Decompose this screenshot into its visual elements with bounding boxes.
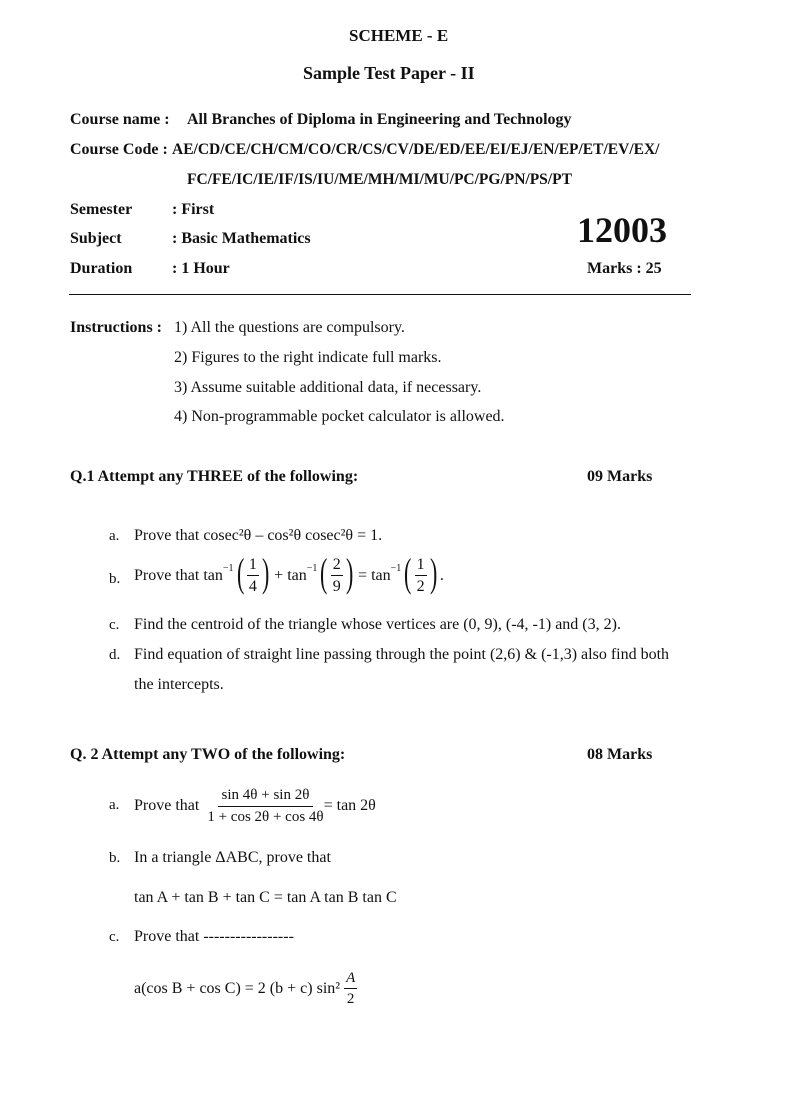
duration-value: : 1 Hour	[172, 260, 230, 277]
q2c-equation-text: a(cos B + cos C) = 2 (b + c) sin²	[134, 980, 341, 997]
inverse-sup: −1	[390, 562, 402, 574]
q2a-prefix: Prove that	[134, 797, 200, 814]
q2-marks: 08 Marks	[587, 746, 653, 763]
q2c-equation	[134, 966, 357, 1012]
right-paren: )	[429, 550, 437, 595]
q1b-label: b.	[109, 571, 121, 587]
q1d-label: d.	[109, 647, 121, 663]
left-paren: (	[236, 550, 244, 595]
instruction-item: 1) All the questions are compulsory.	[174, 319, 405, 336]
subject-label: Subject	[70, 230, 122, 247]
header-divider	[69, 294, 691, 295]
inverse-sup: −1	[306, 562, 318, 574]
q1a-label: a.	[109, 528, 120, 544]
q1c-text: Find the centroid of the triangle whose vertices are (0, 9), (-4, -1) and (3, 2).	[134, 616, 621, 633]
instruction-item: 2) Figures to the right indicate full marks.	[174, 349, 442, 366]
course-code-label: Course Code :	[70, 141, 168, 158]
right-paren: )	[261, 550, 270, 595]
q1-marks: 09 Marks	[587, 468, 653, 485]
total-marks: Marks : 25	[587, 260, 662, 277]
fraction	[247, 557, 259, 595]
subject-code: 12003	[577, 210, 667, 250]
semester-value: : First	[172, 201, 215, 218]
q1b-end: .	[439, 567, 444, 584]
q1b-prefix: Prove that tan	[134, 567, 223, 584]
fraction	[415, 557, 427, 595]
fraction	[207, 788, 323, 825]
q2a-rhs: = tan 2θ	[323, 797, 376, 814]
q1c-label: c.	[109, 617, 120, 633]
q2b-equation: tan A + tan B + tan C = tan A tan B tan C	[134, 889, 397, 906]
fraction	[344, 971, 357, 1007]
q2a-label: a.	[109, 797, 120, 813]
fraction-den: 9	[332, 578, 341, 595]
q2c-label: c.	[109, 929, 120, 945]
course-code-line1: AE/CD/CE/CH/CM/CO/CR/CS/CV/DE/ED/EE/EI/EJ/EN/EP/ET/EV/EX/	[172, 141, 660, 158]
fraction-num: 1	[415, 557, 427, 576]
instructions-label: Instructions :	[70, 319, 163, 336]
scheme-heading: SCHEME - E	[349, 26, 449, 45]
q1d-text-line1: Find equation of straight line passing through the point (2,6) & (-1,3) also find both	[134, 646, 670, 663]
left-paren: (	[404, 550, 412, 595]
q1b-equals: = tan	[358, 567, 391, 584]
fraction-num: sin 4θ + sin 2θ	[218, 788, 314, 807]
paper-title: Sample Test Paper - II	[303, 63, 475, 83]
course-code-line2: FC/FE/IC/IE/IF/IS/IU/ME/MH/MI/MU/PC/PG/PN/PS/PT	[187, 171, 572, 188]
fraction-num: 1	[247, 557, 259, 576]
q2a-expression	[134, 783, 376, 829]
fraction-den: 1 + cos 2θ + cos 4θ	[207, 808, 324, 825]
q2c-text: Prove that -----------------	[134, 928, 294, 945]
semester-label: Semester	[70, 201, 133, 218]
course-name-value: All Branches of Diploma in Engineering and Technology	[187, 111, 572, 128]
q2-heading: Q. 2 Attempt any TWO of the following:	[70, 746, 346, 763]
q2b-text: In a triangle ΔABC, prove that	[134, 849, 331, 866]
right-paren: )	[345, 550, 354, 595]
instruction-item: 4) Non-programmable pocket calculator is allowed.	[174, 408, 505, 425]
q1-heading: Q.1 Attempt any THREE of the following:	[70, 468, 359, 485]
q2b-label: b.	[109, 850, 121, 866]
duration-label: Duration	[70, 260, 133, 277]
fraction-den: 2	[346, 991, 355, 1007]
q1b-expression	[134, 552, 444, 600]
fraction-num: 2	[331, 557, 343, 576]
course-name-label: Course name :	[70, 111, 170, 128]
fraction-num: A	[344, 971, 357, 989]
inverse-sup: −1	[222, 562, 234, 574]
left-paren: (	[320, 550, 328, 595]
fraction-den: 2	[416, 578, 425, 595]
q1d-text-line2: the intercepts.	[134, 676, 224, 693]
fraction-den: 4	[248, 578, 257, 595]
q1a-text: Prove that cosec²θ – cos²θ cosec²θ = 1.	[134, 527, 383, 544]
instruction-item: 3) Assume suitable additional data, if necessary.	[174, 379, 482, 396]
fraction	[331, 557, 343, 595]
subject-value: : Basic Mathematics	[172, 230, 311, 247]
q1b-plus: + tan	[274, 567, 307, 584]
